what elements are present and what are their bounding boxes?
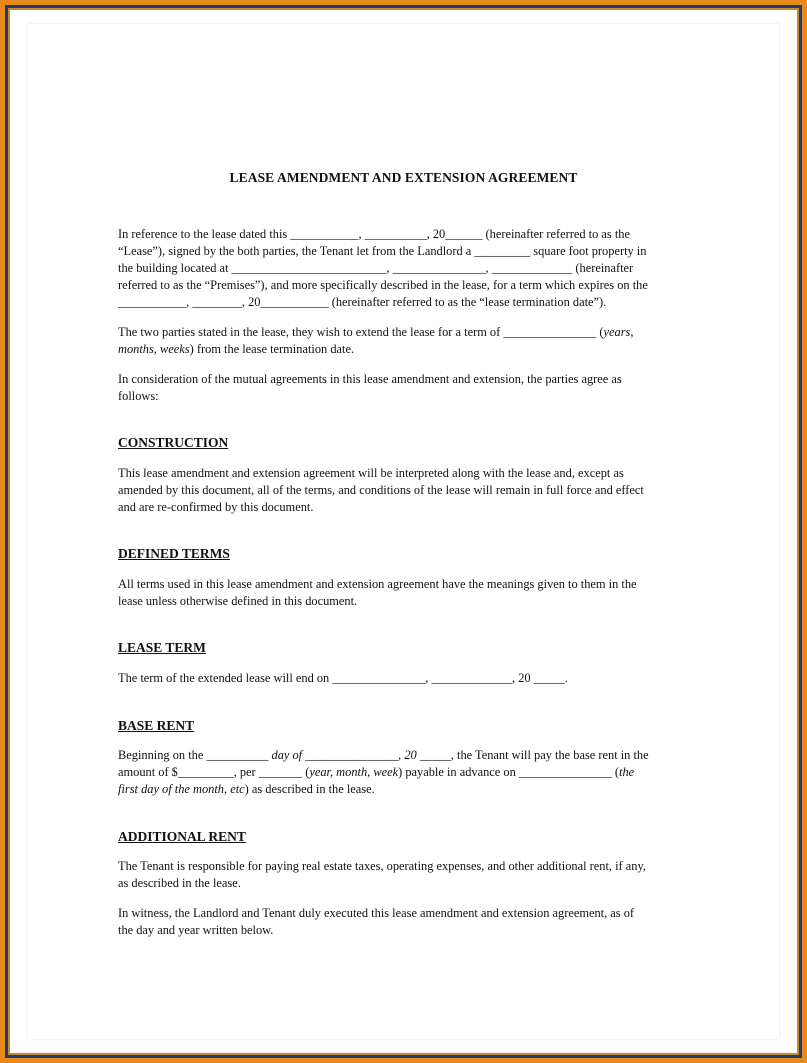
base-rent-italic: the bbox=[619, 765, 635, 779]
heading-defined-terms: DEFINED TERMS bbox=[118, 546, 230, 561]
witness-paragraph bbox=[118, 905, 718, 939]
base-rent-paragraph bbox=[118, 747, 718, 798]
base-rent-line bbox=[118, 781, 718, 798]
defined-terms-line: lease unless otherwise defined in this document. bbox=[118, 594, 358, 608]
heading-additional-rent: ADDITIONAL RENT bbox=[118, 829, 246, 844]
base-rent-text: ) as described in the lease. bbox=[244, 782, 375, 796]
lease-term-paragraph bbox=[118, 670, 718, 687]
base-rent-text: the Tenant will pay the base rent in the bbox=[453, 748, 649, 762]
intro-line: ___________, ________, 20___________ (hereinafter referred to as the “lease termination date”). bbox=[118, 295, 607, 309]
document-page bbox=[28, 24, 779, 1039]
consideration-paragraph bbox=[118, 371, 718, 405]
construction-line: This lease amendment and extension agreement will be interpreted along with the lease and, except as bbox=[118, 466, 624, 480]
extend-line bbox=[118, 341, 718, 358]
consideration-line: follows: bbox=[118, 389, 159, 403]
heading-base-rent: BASE RENT bbox=[118, 718, 195, 733]
intro-paragraph bbox=[118, 226, 718, 311]
base-rent-text: Beginning on the __________ bbox=[118, 748, 272, 762]
defined-terms-paragraph bbox=[118, 576, 718, 610]
intro-line: the building located at _________________________, _______________, _____________ (hereinafter bbox=[118, 261, 634, 275]
defined-terms-line: All terms used in this lease amendment and extension agreement have the meanings given to them in the bbox=[118, 577, 637, 591]
extend-line bbox=[118, 324, 718, 341]
heading-construction: CONSTRUCTION bbox=[118, 435, 229, 450]
extend-text: The two parties stated in the lease, they wish to extend the lease for a term of _______________ ( bbox=[118, 325, 604, 339]
intro-line: referred to as the “Premises”), and more specifically described in the lease, for a term which expires on the bbox=[118, 278, 648, 292]
base-rent-text: amount of $_________, per _______ ( bbox=[118, 765, 310, 779]
document-title: LEASE AMENDMENT AND EXTENSION AGREEMENT bbox=[229, 170, 578, 185]
additional-rent-paragraph bbox=[118, 858, 718, 892]
base-rent-line bbox=[118, 747, 718, 764]
extend-italic: months, weeks bbox=[118, 342, 190, 356]
additional-rent-line: as described in the lease. bbox=[118, 876, 241, 890]
intro-line: “Lease”), signed by the both parties, the Tenant let from the Landlord a _________ square foot property in bbox=[118, 244, 647, 258]
witness-line: In witness, the Landlord and Tenant duly executed this lease amendment and extension agreement, as of bbox=[118, 906, 635, 920]
intro-line: In reference to the lease dated this ___________, __________, 20______ (hereinafter referred to as the bbox=[118, 227, 630, 241]
base-rent-text: ) payable in advance on _______________ ( bbox=[398, 765, 620, 779]
frame-inner-border bbox=[8, 8, 799, 1055]
construction-line: and are re-confirmed by this document. bbox=[118, 500, 314, 514]
extend-italic: years, bbox=[603, 325, 634, 339]
base-rent-line bbox=[118, 764, 718, 781]
base-rent-italic: year, month, week bbox=[309, 765, 399, 779]
lease-term-line: The term of the extended lease will end on _______________, _____________, 20 _____. bbox=[118, 671, 568, 685]
base-rent-italic: day of _______________, 20 _____, bbox=[271, 748, 454, 762]
consideration-line: In consideration of the mutual agreements in this lease amendment and extension, the parties agree as bbox=[118, 372, 622, 386]
extend-text: ) from the lease termination date. bbox=[189, 342, 355, 356]
witness-line: the day and year written below. bbox=[118, 923, 274, 937]
construction-line: amended by this document, all of the terms, and conditions of the lease will remain in full force and effect bbox=[118, 483, 644, 497]
additional-rent-line: The Tenant is responsible for paying real estate taxes, operating expenses, and other additional rent, if any, bbox=[118, 859, 646, 873]
extend-paragraph bbox=[118, 324, 718, 358]
heading-lease-term: LEASE TERM bbox=[118, 640, 206, 655]
base-rent-italic: first day of the month, etc bbox=[118, 782, 245, 796]
construction-paragraph bbox=[118, 465, 718, 516]
